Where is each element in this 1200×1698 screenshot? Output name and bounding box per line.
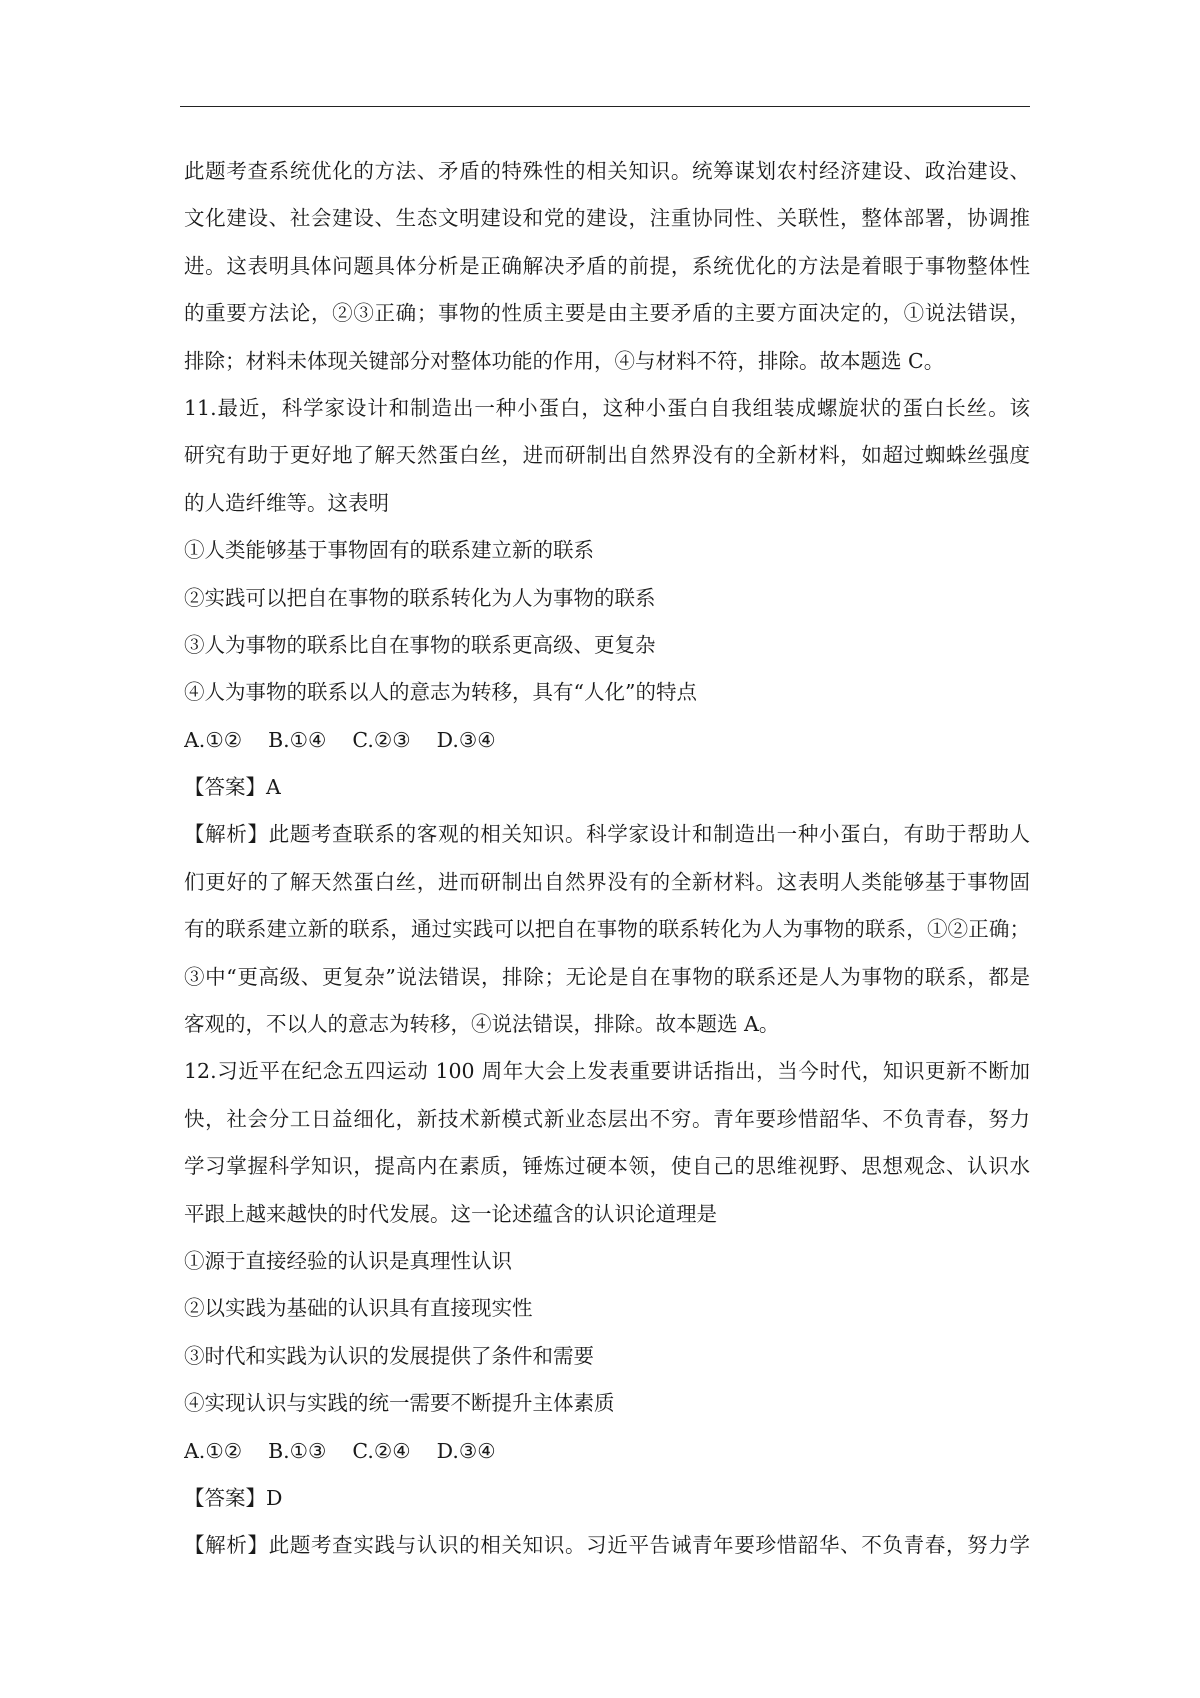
text-line: 快，社会分工日益细化，新技术新模式新业态层出不穷。青年要珍惜韶华、不负青春，努力 (184, 1106, 1030, 1131)
text-line: 排除；材料未体现关键部分对整体功能的作用，④与材料不符，排除。故本题选 C。 (184, 348, 945, 373)
text-line: ④人为事物的联系以人的意志为转移，具有“人化”的特点 (184, 680, 697, 705)
text-line: ①源于直接经验的认识是真理性认识 (184, 1248, 512, 1273)
answer-option: A.①② (184, 1438, 243, 1463)
text-line: ③时代和实践为认识的发展提供了条件和需要 (184, 1343, 594, 1368)
text-line: 【解析】此题考查实践与认识的相关知识。习近平告诫青年要珍惜韶华、不负青春，努力学 (184, 1533, 1030, 1558)
answer-option: A.①② (184, 727, 243, 752)
text-line: 的人造纤维等。这表明 (184, 490, 389, 515)
text-line: 研究有助于更好地了解天然蛋白丝，进而研制出自然界没有的全新材料，如超过蜘蛛丝强度 (184, 443, 1030, 468)
text-line: ③人为事物的联系比自在事物的联系更高级、更复杂 (184, 632, 656, 657)
text-line: 12.习近平在纪念五四运动 100 周年大会上发表重要讲话指出，当今时代，知识更新不断加 (184, 1059, 1030, 1084)
answer-option: C.②③ (352, 727, 411, 752)
text-line: 【答案】A (184, 775, 281, 800)
text-line: ②实践可以把自在事物的联系转化为人为事物的联系 (184, 585, 656, 610)
text-line: 的重要方法论，②③正确；事物的性质主要是由主要矛盾的主要方面决定的，①说法错误， (184, 301, 1030, 326)
text-line: 【答案】D (184, 1485, 283, 1510)
answer-option: D.③④ (436, 727, 496, 752)
answer-option: D.③④ (436, 1438, 496, 1463)
text-line: 平跟上越来越快的时代发展。这一论述蕴含的认识论道理是 (184, 1201, 717, 1226)
text-line: 文化建设、社会建设、生态文明建设和党的建设，注重协同性、关联性，整体部署，协调推 (184, 206, 1030, 231)
document-body (184, 148, 1030, 1570)
text-line: ②以实践为基础的认识具有直接现实性 (184, 1296, 533, 1321)
answer-options (184, 717, 1030, 764)
text-line: 此题考查系统优化的方法、矛盾的特殊性的相关知识。统筹谋划农村经济建设、政治建设、 (184, 159, 1030, 183)
text-line: 11.最近，科学家设计和制造出一种小蛋白，这种小蛋白自我组装成螺旋状的蛋白长丝。该 (184, 395, 1030, 420)
answer-option: B.①③ (268, 1438, 327, 1463)
text-line: 有的联系建立新的联系，通过实践可以把自在事物的联系转化为人为事物的联系，①②正确； (184, 917, 1030, 942)
text-line: 进。这表明具体问题具体分析是正确解决矛盾的前提，系统优化的方法是着眼于事物整体性 (184, 253, 1030, 278)
answer-option: C.②④ (352, 1438, 411, 1463)
text-line: 【解析】此题考查联系的客观的相关知识。科学家设计和制造出一种小蛋白，有助于帮助人 (184, 822, 1030, 847)
answer-option: B.①④ (268, 727, 327, 752)
text-line: 学习掌握科学知识，提高内在素质，锤炼过硬本领，使自己的思维视野、思想观念、认识水 (184, 1154, 1030, 1179)
text-line: 们更好的了解天然蛋白丝，进而研制出自然界没有的全新材料。这表明人类能够基于事物固 (184, 869, 1030, 894)
text-line: ④实现认识与实践的统一需要不断提升主体素质 (184, 1391, 615, 1416)
answer-options (184, 1428, 1030, 1475)
header-rule (180, 106, 1030, 107)
text-line: 客观的，不以人的意志为转移，④说法错误，排除。故本题选 A。 (184, 1012, 780, 1037)
text-line: ①人类能够基于事物固有的联系建立新的联系 (184, 538, 594, 563)
text-line: ③中“更高级、更复杂”说法错误，排除；无论是自在事物的联系还是人为事物的联系，都是 (184, 964, 1030, 989)
